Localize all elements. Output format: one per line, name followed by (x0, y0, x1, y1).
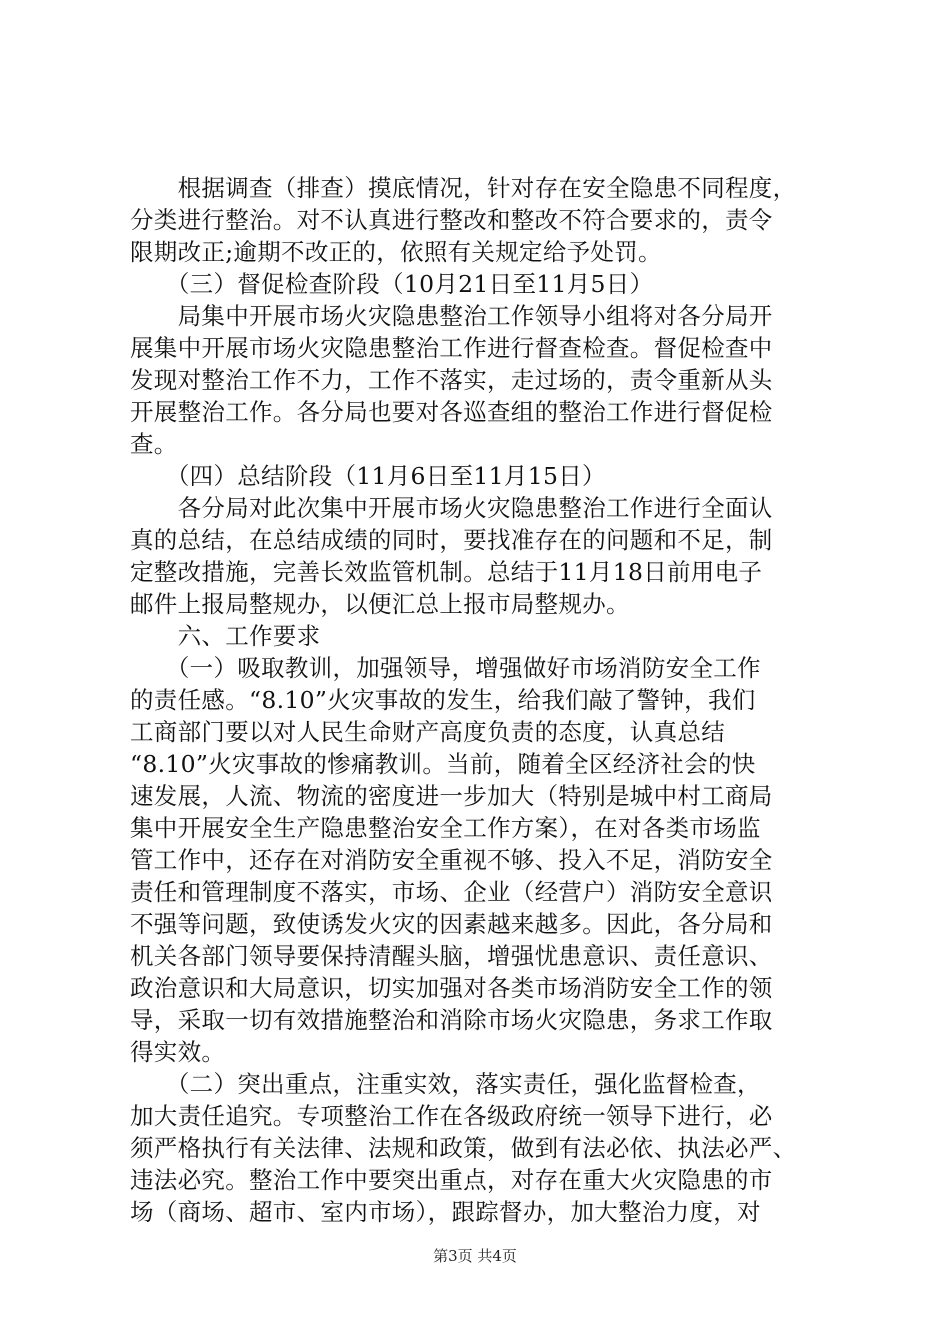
text-line: 须严格执行有关法律、法规和政策，做到有法必依、执法必严、 (130, 1134, 797, 1162)
text-line: 的责任感。“8.10”火灾事故的发生，给我们敲了警钟，我们 (130, 686, 756, 714)
text-line: 速发展，人流、物流的密度进一步加大（特别是城中村工商局 (130, 782, 773, 810)
text-line: 违法必究。整治工作中要突出重点，对存在重大火灾隐患的市 (130, 1166, 773, 1194)
text-line: 真的总结，在总结成绩的同时，要找准存在的问题和不足，制 (130, 526, 773, 554)
text-line: 展集中开展市场火灾隐患整治工作进行督查检查。督促检查中 (130, 334, 773, 362)
text-line: 导，采取一切有效措施整治和消除市场火灾隐患，务求工作取 (130, 1006, 773, 1034)
text-line: 查。 (130, 430, 178, 458)
text-line: 根据调查（排查）摸底情况，针对存在安全隐患不同程度， (130, 174, 797, 202)
text-line: 发现对整治工作不力，工作不落实，走过场的，责令重新从头 (130, 366, 773, 394)
text-line: 局集中开展市场火灾隐患整治工作领导小组将对各分局开 (130, 302, 773, 330)
text-line: “8.10”火灾事故的惨痛教训。当前，随着全区经济社会的快 (130, 750, 756, 778)
text-line: 不强等问题，致使诱发火灾的因素越来越多。因此，各分局和 (130, 910, 773, 938)
text-line: 加大责任追究。专项整治工作在各级政府统一领导下进行，必 (130, 1102, 773, 1130)
text-line: 管工作中，还存在对消防安全重视不够、投入不足，消防安全 (130, 846, 773, 874)
page-footer: 第3页 共4页 (433, 1247, 517, 1265)
text-line: 定整改措施，完善长效监管机制。总结于11月18日前用电子 (130, 558, 763, 586)
text-line: 政治意识和大局意识，切实加强对各类市场消防安全工作的领 (130, 974, 773, 1002)
section-heading: 六、工作要求 (130, 622, 321, 650)
text-line: 各分局对此次集中开展市场火灾隐患整治工作进行全面认 (130, 494, 773, 522)
text-line: （一）吸取教训，加强领导，增强做好市场消防安全工作 (130, 654, 761, 682)
text-line: 工商部门要以对人民生命财产高度负责的态度，认真总结 (130, 718, 725, 746)
section-heading: （四）总结阶段（11月6日至11月15日） (130, 462, 606, 490)
text-line: 得实效。 (130, 1038, 226, 1066)
text-line: 场（商场、超市、室内市场），跟踪督办，加大整治力度，对 (130, 1198, 761, 1226)
section-heading: （三）督促检查阶段（10月21日至11月5日） (130, 270, 654, 298)
text-line: 集中开展安全生产隐患整治安全工作方案），在对各类市场监 (130, 814, 761, 842)
text-line: 机关各部门领导要保持清醒头脑，增强忧患意识、责任意识、 (130, 942, 773, 970)
document-body (130, 172, 830, 1228)
text-line: 邮件上报局整规办，以便汇总上报市局整规办。 (130, 590, 630, 618)
text-line: 限期改正;逾期不改正的，依照有关规定给予处罚。 (130, 238, 662, 266)
text-line: 开展整治工作。各分局也要对各巡查组的整治工作进行督促检 (130, 398, 773, 426)
text-line: （二）突出重点，注重实效，落实责任，强化监督检查， (130, 1070, 761, 1098)
text-line: 分类进行整治。对不认真进行整改和整改不符合要求的，责令 (130, 206, 773, 234)
text-line: 责任和管理制度不落实，市场、企业（经营户）消防安全意识 (130, 878, 773, 906)
